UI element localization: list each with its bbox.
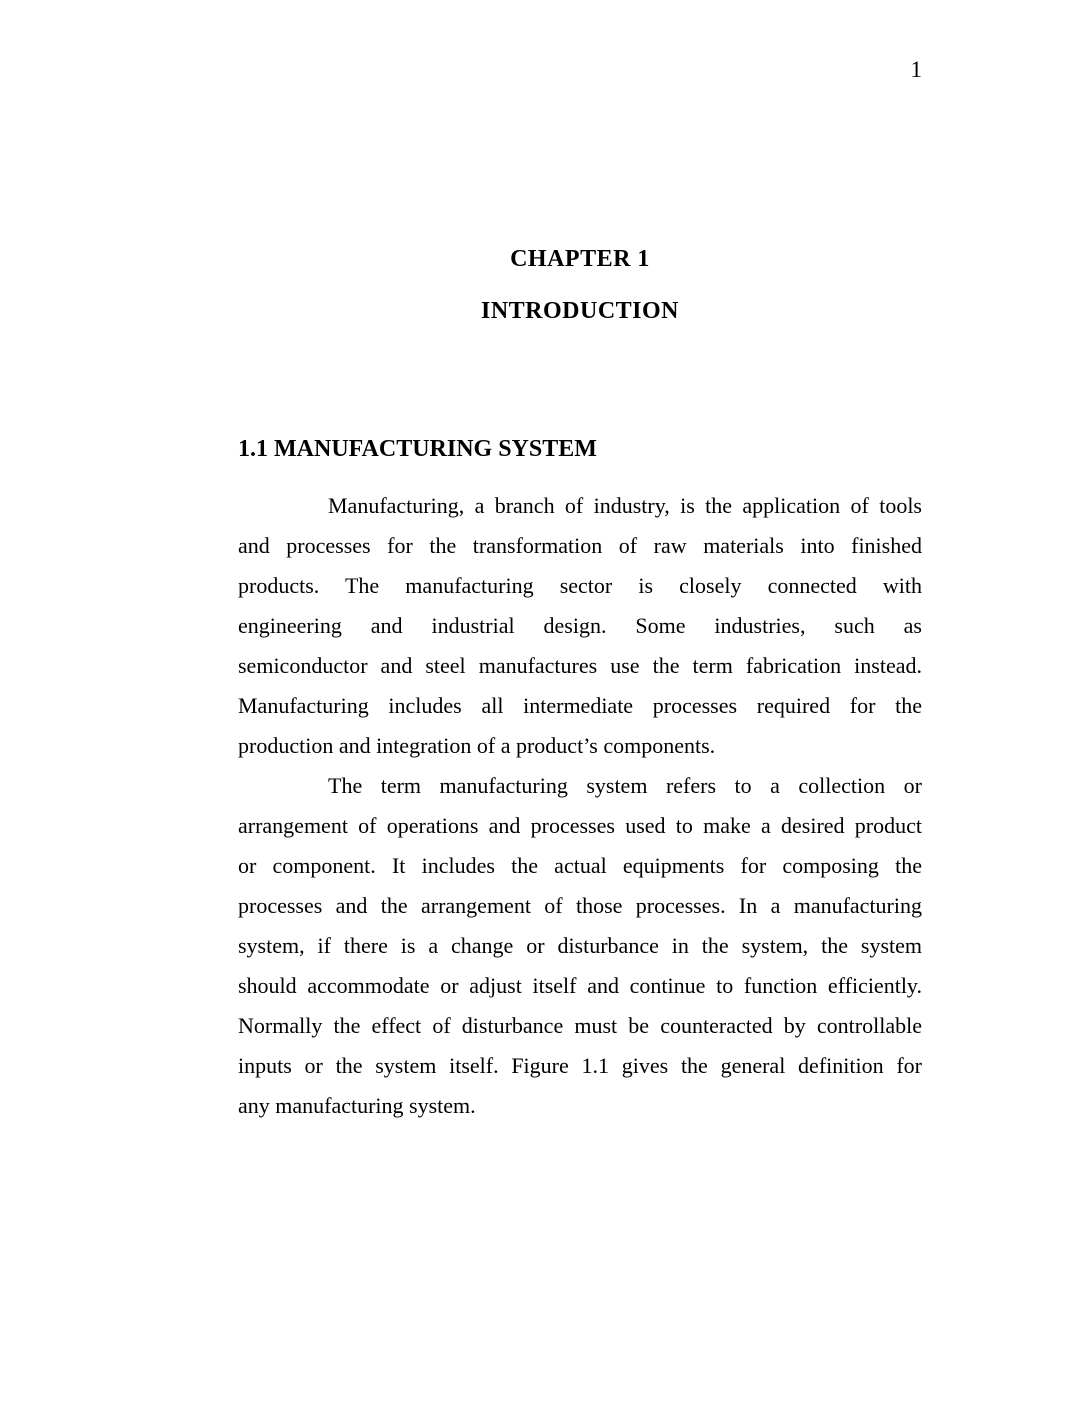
text-line: arrangement of operations and processes used to make a desired product <box>238 813 922 838</box>
text-line: production and integration of a product’s components. <box>238 733 716 758</box>
text-line: any manufacturing system. <box>238 1093 476 1118</box>
text-line: should accommodate or adjust itself and continue to function efficiently. <box>238 973 922 998</box>
text-line: engineering and industrial design. Some industries, such as <box>238 613 922 638</box>
chapter-heading: CHAPTER 1 <box>510 246 650 272</box>
text-line: The term manufacturing system refers to a collection or <box>328 773 922 798</box>
section-heading: 1.1 MANUFACTURING SYSTEM <box>238 436 597 462</box>
text-line: semiconductor and steel manufactures use the term fabrication instead. <box>238 653 922 678</box>
text-line: processes and the arrangement of those processes. In a manufacturing <box>238 893 922 918</box>
text-line: products. The manufacturing sector is closely connected with <box>238 573 922 598</box>
text-line: inputs or the system itself. Figure 1.1 gives the general definition for <box>238 1053 922 1078</box>
body-text <box>238 486 922 1126</box>
text-line: Manufacturing, a branch of industry, is the application of tools <box>328 493 922 518</box>
paragraph-2 <box>238 766 922 1126</box>
text-line: Manufacturing includes all intermediate processes required for the <box>238 693 922 718</box>
text-line: or component. It includes the actual equipments for composing the <box>238 853 922 878</box>
paragraph-1 <box>238 486 922 766</box>
text-line: and processes for the transformation of raw materials into finished <box>238 533 922 558</box>
page-number: 1 <box>910 57 922 82</box>
text-line: system, if there is a change or disturbance in the system, the system <box>238 933 922 958</box>
text-line: Normally the effect of disturbance must be counteracted by controllable <box>238 1013 922 1038</box>
title-heading: INTRODUCTION <box>480 298 680 324</box>
